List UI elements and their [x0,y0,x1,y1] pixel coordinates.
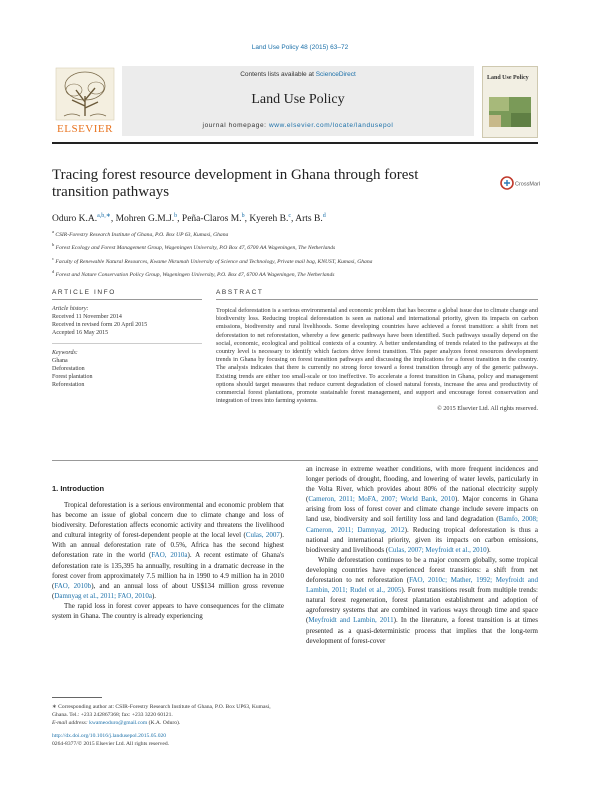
cover-title: Land Use Policy [487,75,529,81]
footnote [52,703,284,748]
homepage-prefix: journal homepage: [202,122,269,129]
intro-right-column [306,464,538,646]
text-run: ). Major concerns in Ghana arising from loss of forest cover and climate change include severe impacts on land use, biodiversity and soil fertility loss and land degradation ( [306,495,538,524]
issn-line: 0264-8377/© 2015 Elsevier Ltd. All rights reserved. [52,741,170,747]
citation-link[interactable]: Damnyag et al., 2011; FAO, 2010a [54,591,152,600]
text-run: ). Reducing tropical deforestation is thus a national and international priority, given its impacts on carbon emissions, biodiversity and livelihoods ( [306,525,539,554]
email-suffix: (K.A. Oduro). [147,720,181,726]
journal-masthead [52,66,538,136]
article-info-heading: ARTICLE INFO [52,289,116,296]
intro-heading: 1. Introduction [52,484,105,493]
citation-link[interactable]: Cameron, 2011; MoFA, 2007; World Bank, 2010 [308,495,455,504]
contents-line [122,71,474,78]
affiliation-mark: a [52,229,54,234]
text-run: ). With an annual deforestation rate of 0.5%, Africa has the second highest deforestation rate in the world ( [52,531,284,560]
abstract-text: Tropical deforestation is a serious environmental and economic problem that has become a global issue due to climate change and biodiversity loss. Reducing tropical deforestation is seen as national and international priority, given its impacts on carbon emissions, biodiversity and rural livelihoods. Some developing countries have achieved a forest transition: a shift from net deforestation to net reforestation, whereby a few generic pathways have been identified. Such pathways usually depend on the social, economic, ecological and political contexts of a country. A better understanding of trends related to the pathways at the country level is necessary to identify which factors drive forest transition. This paper analyzes forest resources development trends in Ghana by focusing on forest transition pathways and discussing the implications for a forest transition in the country. The analysis indicates that there is currently no strong force toward a forest transition through any of the generic pathways. Existing trends are either too small-scale or too ineffective. To accelerate a forest transition in Ghana, policy and management options should target measures that reduce current degradation of closed natural forests, increase the area and productivity of commercial forest plantations, promote sustainable forest management, and support and encourage forest conservation and integration of trees into farming systems. [216,307,538,405]
text-run: ). [151,591,157,600]
citation-link[interactable]: FAO, 2010a [151,551,188,560]
crossmark-badge[interactable] [500,170,540,196]
author[interactable] [116,214,178,224]
keywords-block [52,349,202,389]
affiliation-text: Forest Ecology and Forest Management Group, Wageningen University, P.O Box 47, 6700 AA Wageningen, The Netherlands [55,245,336,252]
author-affiliation-mark[interactable]: b [174,213,178,219]
article-history [52,305,202,337]
author-affiliation-mark[interactable]: a,b,∗ [97,213,111,219]
affiliation-mark: c [52,255,54,261]
elsevier-tree-icon [52,66,118,136]
author-name: Mohren G.M.J. [115,214,175,225]
affiliation-text: Faculty of Renewable Natural Resources, Kwame Nkrumah University of Science and Technology, Private mail bag, KNUST, Kumasi, Ghana [55,258,373,265]
intro-paragraph-3 [306,464,538,555]
email-label: E-mail address: [52,720,90,726]
received-date: Received 11 November 2014 [52,314,122,320]
history-label: Article history: [52,306,89,312]
doi-link[interactable]: http://dx.doi.org/10.1016/j.landusepol.2015.05.020 [52,733,167,739]
keyword: Ghana [52,358,68,364]
accepted-date: Accepted 16 May 2015 [52,330,109,336]
homepage-link[interactable]: www.elsevier.com/locate/landusepol [268,122,394,129]
author[interactable] [182,214,245,224]
citation-link[interactable]: Culas, 2007 [245,531,280,540]
author[interactable] [295,214,325,224]
affiliation-text: Forest and Nature Conservation Policy Group, Wageningen University, P.O. Box 47, 6700 AA Wageningen, The Netherlands [55,271,335,278]
affiliation [52,254,372,267]
intro-left-column [52,500,284,621]
citation-link[interactable]: Bamfo, 2008; Cameron, 2011; Damnyag, 2012 [306,515,538,534]
crossmark-label: CrossMark [515,181,540,188]
affiliations [52,227,372,280]
footnote-rule [52,697,102,698]
article-title [52,167,482,201]
affiliation [52,267,372,280]
homepage-line [122,122,474,129]
keyword: Reforestation [52,382,85,388]
email-link[interactable]: kwameoduro@gmail.com [89,720,148,726]
text-run: ). [486,545,491,554]
author[interactable] [249,214,291,224]
abstract-body [216,307,538,414]
author-name: Peña-Claros M. [181,214,242,225]
author-affiliation-mark[interactable]: d [322,213,326,219]
cover-art-icon [483,67,537,137]
title-line-1: Tracing forest resource development in Ghana through forest [52,167,419,183]
citation-link[interactable]: Meyfroidt and Lambin, 2011 [308,616,394,625]
author-affiliation-mark[interactable]: b [241,213,245,219]
copyright-notice: © 2015 Elsevier Ltd. All rights reserved. [437,405,538,413]
corresponding-author-note: ∗ Corresponding author at: CSIR-Forestry Research Institute of Ghana, P.O. Box UP63, Kumasi, Ghana. Tel.: +233 242867368; fax: +233 3220 60121. [52,704,271,718]
section-rule [52,460,538,461]
affiliation-text: CSIR-Forestry Research Institute of Ghana, P.O. Box UP 63, Kumasi, Ghana [55,231,229,238]
crossmark-icon [500,170,540,196]
info-divider [52,343,202,344]
sciencedirect-link[interactable]: ScienceDirect [315,71,356,78]
keyword: Forest plantation [52,374,93,380]
article-info-rule [52,299,202,300]
abstract-rule [216,299,538,300]
author[interactable] [52,214,111,224]
email-line [52,719,284,727]
abstract-heading: ABSTRACT [216,289,264,296]
journal-cover-thumbnail [482,66,538,138]
citation-link[interactable]: FAO, 2010b [54,581,92,590]
text-run: Tropical deforestation is a serious environmental and economic problem that has become an issue of global concern due to climate change and loss of biodiversity. Deforestation affects economic activity and threatens the livelihood and cultural integrity of forest-dependent people at the local level ( [52,501,284,540]
affiliation [52,227,372,240]
author-affiliation-mark[interactable]: c [288,213,292,219]
affiliation [52,240,372,253]
author-name: Arts B. [295,214,323,225]
elsevier-logo [52,66,118,136]
keyword: Deforestation [52,366,85,372]
intro-paragraph-2: The rapid loss in forest cover appears to have consequences for the climate system in Ghana. The country is already experiencing [52,601,284,621]
text-run: an increase in extreme weather conditions, with more frequent incidences and longer periods of drought, flooding, and lowering of water levels, particularly in the Volta River, which provides about 80% of the national electricity supply ( [306,465,538,504]
revised-date: Received in revised form 20 April 2015 [52,322,148,328]
journal-reference[interactable]: Land Use Policy 48 (2015) 63–72 [251,44,349,51]
text-run: ). In the literature, a forest transition is at times presented as a quasi-deterministic process that implies that the long-term development of forest-cover [306,616,538,645]
publisher-wordmark: ELSEVIER [57,123,113,135]
text-run: ). Forest transitions result from multiple trends: natural forest regeneration, forest plantation establishment and adoption of agroforestry systems that are combined in various ways through time and space ( [306,586,538,625]
text-run: ). A recent estimate of Ghana's deforestation rate is 135,395 ha annually, resulting in a dramatic decrease in the forest cover from approximately 7.5 million ha in 1990 to 4.9 million ha in 2010 ( [52,551,284,590]
affiliation-mark: d [52,269,55,275]
journal-banner [122,66,474,136]
title-line-2: transition pathways [52,184,170,200]
author-name: Kyereh B. [249,214,289,225]
text-run: While deforestation continues to be a major concern globally, some tropical developing countries have experienced forest transitions: a shift from net deforestation to net reforestation ( [306,555,538,585]
affiliation-mark: b [52,242,55,248]
citation-link[interactable]: FAO, 2010c; Mather, 1992; Meyfroidt and Lambin, 2011; Rudel et al., 2005 [306,576,538,595]
header-rule [52,142,538,144]
intro-paragraph-1 [52,500,284,601]
journal-name: Land Use Policy [251,92,345,107]
intro-paragraph-4 [306,555,538,646]
author-list: Oduro K.A.$^{a,b,∗}$, Mohren G.M.J.$^b$, Peña-Claros M.$^b$, Kyereh B.$^c$, Arts B.$^d$ [52,213,326,225]
author-name: Oduro K.A. [52,214,98,225]
citation-link[interactable]: Culas, 2007; Meyfroidt et al., 2010 [388,545,487,554]
contents-prefix: Contents lists available at [240,71,316,78]
keywords-label: Keywords: [52,350,78,356]
text-run: ), and an annual loss of about US$134 million gross revenue ( [52,581,285,600]
